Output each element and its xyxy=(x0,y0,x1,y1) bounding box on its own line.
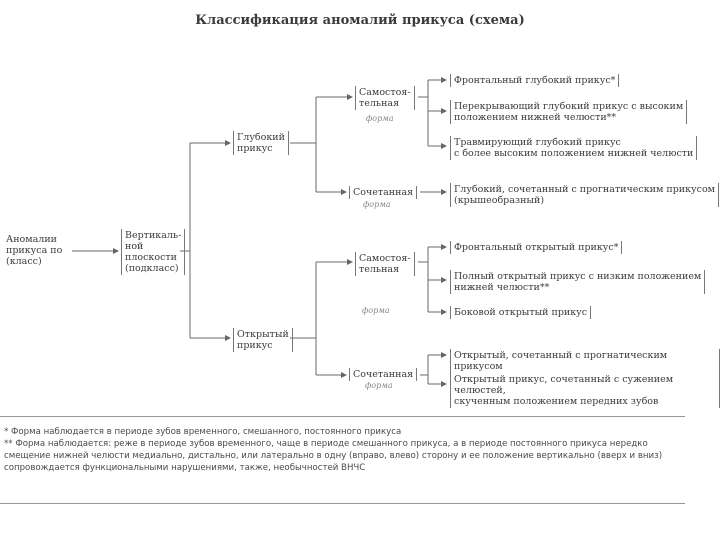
leaf-deep-combined-prognathic: Глубокий, сочетанный с прогнатическим прикусом (крышеобразный) xyxy=(450,183,719,207)
deep-combined-form-node: Сочетанная xyxy=(349,186,417,199)
leaf-full-open-bite: Полный открытый прикус с низким положением нижней челюсти** xyxy=(450,270,705,294)
footnote-3: смещение нижней челюсти медиально, дистально, или латерально в одну (вправо, влево) сторону и ее положение вертикально (вверх и вниз) xyxy=(4,451,663,461)
leaf-frontal-open-bite: Фронтальный открытый прикус* xyxy=(450,241,622,254)
footnote-separator-bottom xyxy=(0,503,685,504)
page-title: Классификация аномалий прикуса (схема) xyxy=(195,13,525,28)
leaf-overlapping-deep-bite: Перекрывающий глубокий прикус с высоким положением нижней челюсти** xyxy=(450,100,687,124)
footnote-2: ** Форма наблюдается: реже в периоде зубов временного, чаще в периоде смешанного прикуса, а в периоде постоянного прикуса нередко xyxy=(4,439,648,449)
deep-combined-handwritten-note: форма xyxy=(363,200,391,209)
open-bite-node: Открытый прикус xyxy=(233,328,293,352)
open-combined-handwritten-note: форма xyxy=(365,381,393,390)
footnote-1: * Форма наблюдается в периоде зубов временного, смешанного, постоянного прикуса xyxy=(4,427,402,437)
vertical-plane-node: Вертикаль- ной плоскости (подкласс) xyxy=(121,229,185,275)
leaf-lateral-open-bite: Боковой открытый прикус xyxy=(450,306,591,319)
root-node: Аномалии прикуса по (класс) xyxy=(6,234,63,267)
leaf-traumatic-deep-bite: Травмирующий глубокий прикус с более высоким положением нижней челюсти xyxy=(450,136,697,160)
leaf-open-combined-prognathic: Открытый, сочетанный с прогнатическим прикусом xyxy=(450,349,720,373)
footnote-4: сопровождается функциональными нарушениями, также, необычностей ВНЧС xyxy=(4,463,366,473)
deep-independent-form-node: Самостоя- тельная xyxy=(355,86,415,110)
deep-independent-handwritten-note: форма xyxy=(366,114,394,123)
deep-bite-node: Глубокий прикус xyxy=(233,131,289,155)
leaf-frontal-deep-bite: Фронтальный глубокий прикус* xyxy=(450,74,619,87)
open-independent-form-node: Самостоя- тельная xyxy=(355,252,415,276)
open-independent-handwritten-note: форма xyxy=(362,306,390,315)
footnotes xyxy=(4,426,694,474)
leaf-open-combined-narrowing: Открытый прикус, сочетанный с сужением челюстей, скученным положением передних зубов xyxy=(450,373,720,408)
footnote-separator-top xyxy=(0,416,685,417)
open-combined-form-node: Сочетанная xyxy=(349,368,417,381)
